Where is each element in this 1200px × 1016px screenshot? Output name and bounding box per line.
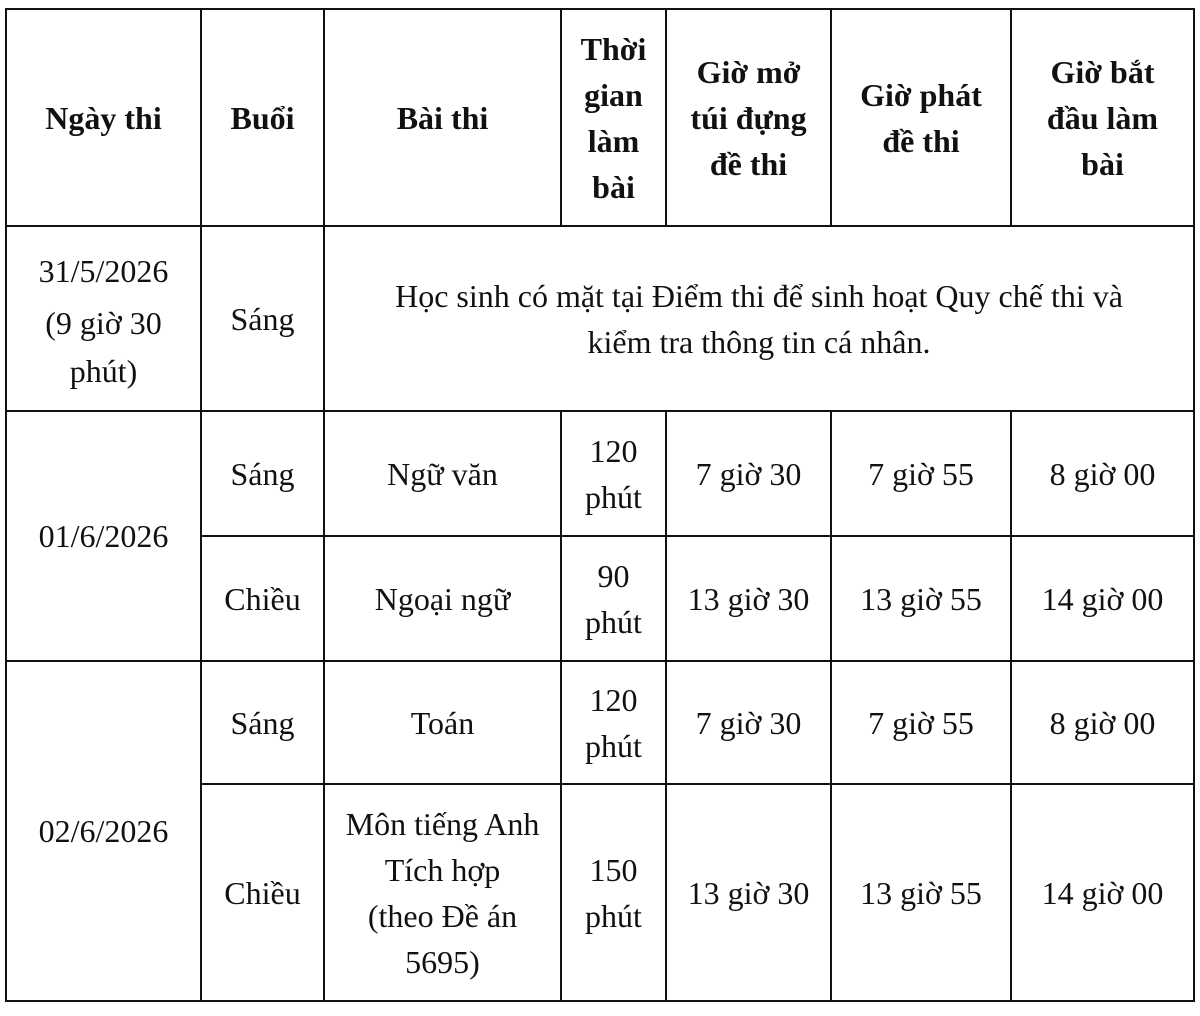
header-text: làm [587,122,640,159]
header-text: đầu làm [1046,99,1159,136]
start-time-cell: 14 giờ 00 [1011,784,1194,1001]
header-text: Giờ mở [696,53,801,90]
header-text: Giờ bắt [1050,53,1155,90]
header-session [201,9,324,226]
exam-date-cell: 02/6/2026 [6,661,201,1001]
session-cell: Sáng [201,411,324,536]
start-time-cell: 8 giờ 00 [1011,661,1194,784]
subject-cell [324,536,561,661]
duration-text: 90 [597,557,630,594]
date-text: phút) [69,352,138,389]
header-start-time [1011,9,1194,226]
subject-text: Ngoại ngữ [374,580,511,617]
session-cell: Sáng [201,661,324,784]
session-cell: Chiều [201,536,324,661]
header-text: túi đựng [690,99,807,136]
duration-cell [561,536,666,661]
duration-text: phút [585,603,642,640]
duration-cell [561,411,666,536]
subject-text: Tích hợp [384,851,501,888]
duration-text: phút [585,727,642,764]
exam-date-cell: 01/6/2026 [6,411,201,661]
header-text: Ngày thi [45,99,162,136]
note-text: Học sinh có mặt tại Điểm thi để sinh hoạt Quy chế thi và [395,277,1123,314]
exam-schedule-table [5,8,1195,1002]
header-row [6,9,1194,226]
subject-cell [324,411,561,536]
header-text: Buổi [230,99,295,136]
header-exam-date [6,9,201,226]
exam-date-cell [6,226,201,411]
note-text: kiểm tra thông tin cá nhân. [587,323,931,360]
header-hand-out-time [831,9,1011,226]
header-text: đề thi [882,122,960,159]
date-text: (9 giờ 30 [45,304,162,341]
open-time-cell: 13 giờ 30 [666,536,831,661]
subject-cell [324,661,561,784]
header-text: Bài thi [396,99,489,136]
header-text: bài [592,168,635,205]
table-row [6,661,1194,784]
hand-out-time-cell: 13 giờ 55 [831,536,1011,661]
table-row [6,411,1194,536]
header-text: bài [1081,145,1124,182]
date-text: 31/5/2026 [38,252,169,289]
table-row [6,226,1194,411]
subject-text: Toán [410,704,475,741]
start-time-cell: 8 giờ 00 [1011,411,1194,536]
open-time-cell: 7 giờ 30 [666,661,831,784]
hand-out-time-cell: 7 giờ 55 [831,411,1011,536]
subject-text: Ngữ văn [387,455,498,492]
duration-cell [561,661,666,784]
hand-out-time-cell: 7 giờ 55 [831,661,1011,784]
header-text: đề thi [709,145,788,182]
header-subject [324,9,561,226]
subject-cell [324,784,561,1001]
session-cell: Sáng [201,226,324,411]
duration-text: phút [585,897,642,934]
header-text: Giờ phát [860,76,982,113]
note-cell [324,226,1194,411]
duration-text: 150 [589,851,638,888]
open-time-cell: 13 giờ 30 [666,784,831,1001]
duration-text: 120 [589,432,638,469]
header-duration [561,9,666,226]
duration-cell [561,784,666,1001]
header-text: gian [584,76,643,113]
duration-text: phút [585,478,642,515]
subject-text: 5695) [405,943,480,980]
subject-text: Môn tiếng Anh [345,805,540,842]
subject-text: (theo Đề án [367,897,518,934]
header-open-envelope-time [666,9,831,226]
header-text: Thời [580,30,647,67]
duration-text: 120 [589,681,638,718]
session-cell: Chiều [201,784,324,1001]
hand-out-time-cell: 13 giờ 55 [831,784,1011,1001]
open-time-cell: 7 giờ 30 [666,411,831,536]
start-time-cell: 14 giờ 00 [1011,536,1194,661]
